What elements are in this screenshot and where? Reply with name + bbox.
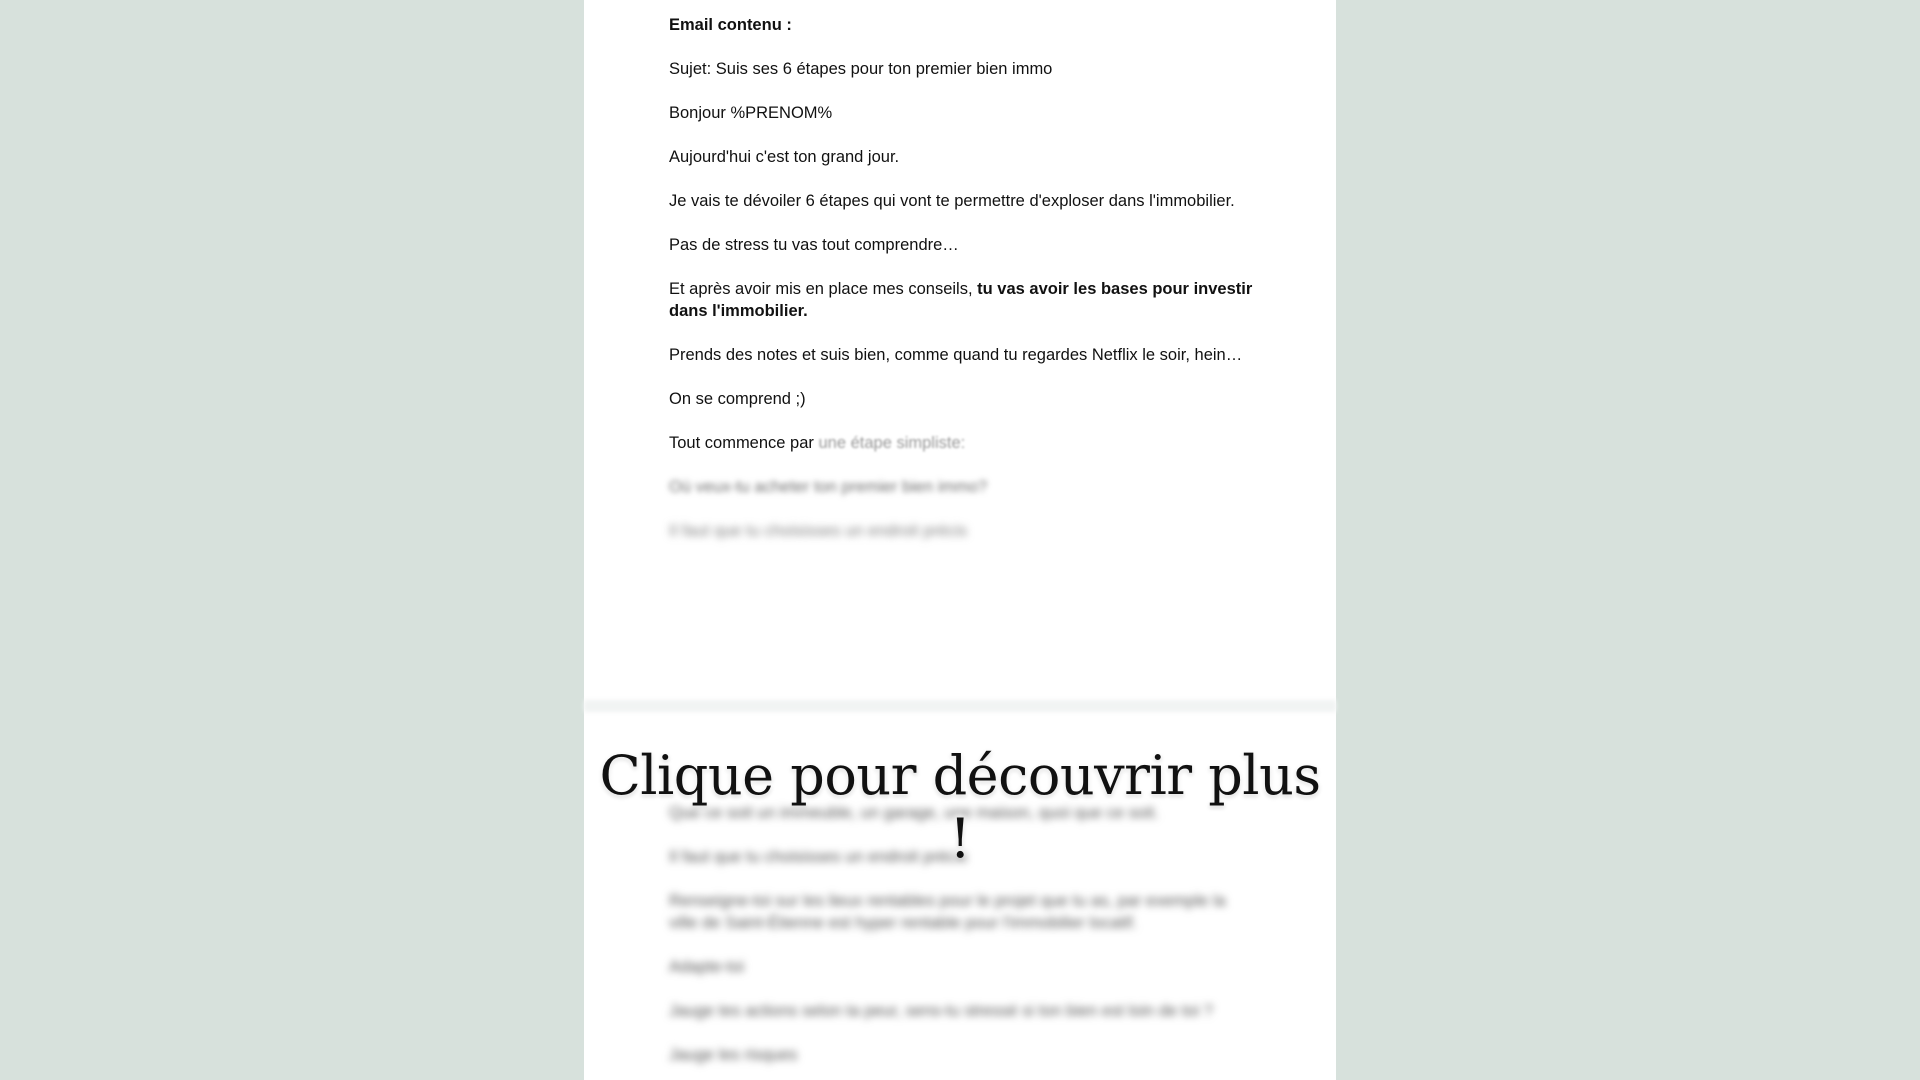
email-paragraph-2: Je vais te dévoiler 6 étapes qui vont te permettre d'exploser dans l'immobilier. <box>669 192 1235 210</box>
page-divider <box>584 700 1336 712</box>
blurred-line-2: Il faut que tu choisisses un endroit précis <box>669 848 968 866</box>
blurred-line-1: Que ce soit un immeuble, un garage, une maison, quoi que ce soit. <box>669 804 1159 822</box>
email-paragraph-1: Aujourd'hui c'est ton grand jour. <box>669 148 900 166</box>
email-paragraph-7 <box>669 432 1269 454</box>
blurred-line-5: Jauge tes actions selon ta peur, sens-tu stressé si ton bien est loin de toi ? <box>669 1002 1213 1020</box>
blurred-line-6: Jauge les risques <box>669 1046 798 1064</box>
email-paragraph-4-bold: tu vas avoir les bases pour investir dans l'immobilier. <box>669 280 1257 320</box>
email-paragraph-7-faded: une étape simpliste: <box>818 434 966 452</box>
email-paragraph-4-text: Et après avoir mis en place mes conseils, <box>669 280 978 298</box>
email-blurred-line-1: Où veux-tu acheter ton premier bien immo? <box>669 478 988 496</box>
email-paragraph-5: Prends des notes et suis bien, comme quand tu regardes Netflix le soir, hein… <box>669 346 1243 364</box>
blurred-line-3: Renseigne-toi sur les lieux rentables pour le projet que tu as, par exemple la ville de Saint-Étienne est hyper rentable pour l'immobilier locatif. <box>669 892 1231 932</box>
email-greeting: Bonjour %PRENOM% <box>669 104 833 122</box>
email-heading: Email contenu : <box>669 16 792 34</box>
email-paragraph-7-text: Tout commence par <box>669 434 819 452</box>
email-paragraph-3: Pas de stress tu vas tout comprendre… <box>669 236 959 254</box>
email-subject: Sujet: Suis ses 6 étapes pour ton premier bien immo <box>669 60 1053 78</box>
email-blurred-line-2: Il faut que tu choisisses un endroit précis <box>669 522 968 540</box>
email-paragraph-6: On se comprend ;) <box>669 390 806 408</box>
email-paragraph-4 <box>669 278 1269 322</box>
discover-more-cta[interactable]: Clique pour découvrir plus ! <box>599 744 1321 870</box>
blurred-line-4: Adapte-toi <box>669 958 745 976</box>
email-content <box>669 14 1269 564</box>
